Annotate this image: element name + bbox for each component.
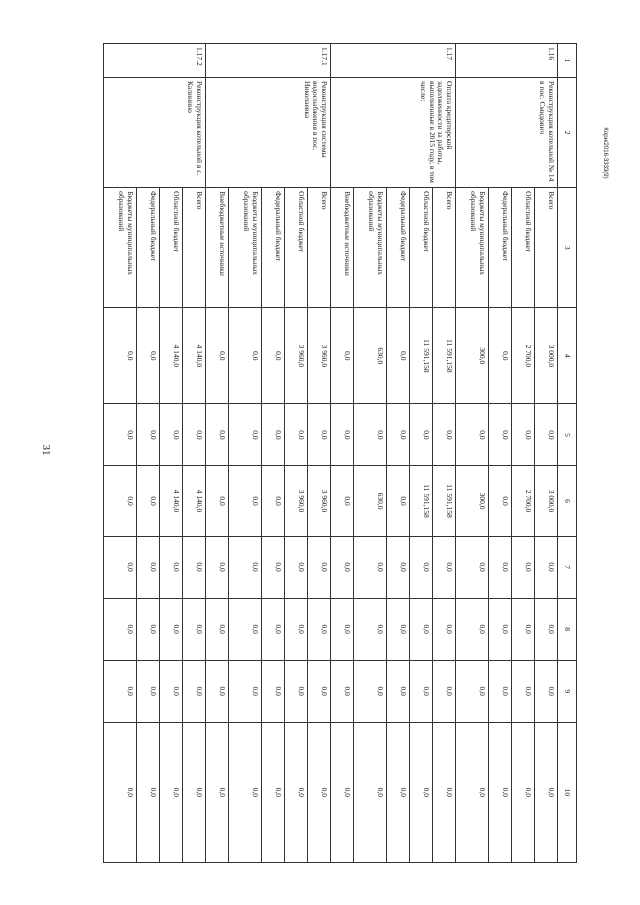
amount-cell: 0,0 [160, 598, 183, 660]
item-name: Реконструкция котельной в с. Калинино [104, 78, 206, 188]
funding-source: Всего [308, 188, 331, 308]
amount-cell: 300,0 [456, 466, 489, 536]
rotated-page [57, 43, 577, 863]
amount-cell: 0,0 [387, 466, 410, 536]
amount-cell: 0,0 [285, 660, 308, 722]
column-header: 7 [558, 536, 577, 598]
amount-cell: 0,0 [489, 536, 512, 598]
amount-cell: 0,0 [206, 308, 229, 404]
amount-cell: 0,0 [137, 404, 160, 466]
amount-cell: 0,0 [183, 722, 206, 862]
amount-cell: 0,0 [410, 536, 433, 598]
amount-cell: 0,0 [387, 404, 410, 466]
column-header: 5 [558, 404, 577, 466]
funding-source: Областной бюджет [285, 188, 308, 308]
item-number: 1.17 [331, 44, 456, 78]
amount-cell: 0,0 [104, 308, 137, 404]
amount-cell: 0,0 [262, 308, 285, 404]
amount-cell: 0,0 [331, 308, 354, 404]
amount-cell: 0,0 [489, 404, 512, 466]
amount-cell: 0,0 [433, 536, 456, 598]
amount-cell: 0,0 [456, 598, 489, 660]
amount-cell: 0,0 [137, 536, 160, 598]
amount-cell: 11 591,158 [410, 308, 433, 404]
amount-cell: 11 591,158 [433, 466, 456, 536]
amount-cell: 300,0 [456, 308, 489, 404]
amount-cell: 0,0 [331, 404, 354, 466]
amount-cell: 0,0 [229, 722, 262, 862]
amount-cell: 0,0 [535, 722, 558, 862]
funding-source: Областной бюджет [160, 188, 183, 308]
item-number: 1.17.2 [104, 44, 206, 78]
table-row [183, 44, 206, 863]
amount-cell: 0,0 [308, 536, 331, 598]
amount-cell: 0,0 [387, 308, 410, 404]
amount-cell: 0,0 [331, 536, 354, 598]
amount-cell: 0,0 [331, 598, 354, 660]
amount-cell: 2 700,0 [512, 308, 535, 404]
amount-cell: 0,0 [262, 536, 285, 598]
amount-cell: 0,0 [410, 660, 433, 722]
amount-cell: 0,0 [387, 660, 410, 722]
item-name: Реконструкция системы водоснабжения в пос. Николаевка [206, 78, 331, 188]
amount-cell: 0,0 [206, 598, 229, 660]
amount-cell: 0,0 [331, 660, 354, 722]
amount-cell: 0,0 [137, 598, 160, 660]
amount-cell: 0,0 [104, 722, 137, 862]
column-header: 6 [558, 466, 577, 536]
item-number: 1.17.1 [206, 44, 331, 78]
amount-cell: 0,0 [354, 404, 387, 466]
amount-cell: 0,0 [331, 466, 354, 536]
amount-cell: 4 140,0 [160, 466, 183, 536]
funding-source: Внебюджетные источники [206, 188, 229, 308]
item-name: Реконструкция котельной № 14 в пос. Смидович [456, 78, 558, 188]
amount-cell: 0,0 [262, 660, 285, 722]
amount-cell: 11 591,158 [410, 466, 433, 536]
amount-cell: 0,0 [206, 536, 229, 598]
budget-table [103, 43, 577, 863]
amount-cell: 0,0 [410, 722, 433, 862]
table-row [433, 44, 456, 863]
amount-cell: 0,0 [104, 598, 137, 660]
amount-cell: 0,0 [137, 722, 160, 862]
amount-cell: 0,0 [456, 660, 489, 722]
amount-cell: 0,0 [535, 536, 558, 598]
amount-cell: 0,0 [206, 404, 229, 466]
amount-cell: 0,0 [456, 722, 489, 862]
amount-cell: 0,0 [229, 466, 262, 536]
amount-cell: 0,0 [206, 660, 229, 722]
amount-cell: 0,0 [206, 722, 229, 862]
table-row [308, 44, 331, 863]
funding-source: Федеральный бюджет [387, 188, 410, 308]
funding-source: Областной бюджет [512, 188, 535, 308]
funding-source: Всего [433, 188, 456, 308]
amount-cell: 0,0 [285, 536, 308, 598]
amount-cell: 0,0 [262, 404, 285, 466]
amount-cell: 0,0 [104, 660, 137, 722]
amount-cell: 0,0 [285, 598, 308, 660]
amount-cell: 0,0 [456, 404, 489, 466]
amount-cell: 0,0 [489, 722, 512, 862]
amount-cell: 0,0 [354, 598, 387, 660]
column-header: 10 [558, 722, 577, 862]
amount-cell: 0,0 [433, 660, 456, 722]
amount-cell: 0,0 [433, 598, 456, 660]
amount-cell: 0,0 [229, 536, 262, 598]
column-header: 3 [558, 188, 577, 308]
funding-source: Бюджеты муниципальных образований [229, 188, 262, 308]
amount-cell: 0,0 [489, 598, 512, 660]
amount-cell: 0,0 [433, 722, 456, 862]
amount-cell: 0,0 [285, 404, 308, 466]
amount-cell: 630,0 [354, 308, 387, 404]
amount-cell: 2 700,0 [512, 466, 535, 536]
funding-source: Бюджеты муниципальных образований [104, 188, 137, 308]
amount-cell: 0,0 [308, 660, 331, 722]
funding-source: Бюджеты муниципальных образований [456, 188, 489, 308]
amount-cell: 0,0 [387, 722, 410, 862]
amount-cell: 11 591,158 [433, 308, 456, 404]
amount-cell: 0,0 [512, 722, 535, 862]
amount-cell: 0,0 [512, 598, 535, 660]
amount-cell: 0,0 [387, 536, 410, 598]
amount-cell: 0,0 [285, 722, 308, 862]
amount-cell: 3 960,0 [308, 308, 331, 404]
amount-cell: 630,0 [354, 466, 387, 536]
amount-cell: 0,0 [387, 598, 410, 660]
amount-cell: 0,0 [183, 598, 206, 660]
amount-cell: 0,0 [137, 660, 160, 722]
amount-cell: 0,0 [229, 598, 262, 660]
amount-cell: 0,0 [512, 660, 535, 722]
amount-cell: 0,0 [354, 722, 387, 862]
column-header: 8 [558, 598, 577, 660]
amount-cell: 0,0 [456, 536, 489, 598]
amount-cell: 4 140,0 [183, 308, 206, 404]
amount-cell: 0,0 [262, 466, 285, 536]
amount-cell: 0,0 [535, 660, 558, 722]
amount-cell: 0,0 [229, 404, 262, 466]
column-header: 9 [558, 660, 577, 722]
amount-cell: 0,0 [489, 660, 512, 722]
amount-cell: 0,0 [104, 466, 137, 536]
amount-cell: 0,0 [160, 536, 183, 598]
funding-source: Внебюджетные источники [331, 188, 354, 308]
amount-cell: 0,0 [160, 722, 183, 862]
amount-cell: 0,0 [183, 404, 206, 466]
column-header: 1 [558, 44, 577, 78]
table-row [535, 44, 558, 863]
amount-cell: 0,0 [489, 466, 512, 536]
amount-cell: 0,0 [354, 536, 387, 598]
amount-cell: 0,0 [137, 466, 160, 536]
amount-cell: 3 960,0 [308, 466, 331, 536]
funding-source: Всего [535, 188, 558, 308]
amount-cell: 4 140,0 [183, 466, 206, 536]
amount-cell: 0,0 [137, 308, 160, 404]
amount-cell: 0,0 [410, 404, 433, 466]
page-number: 31 [40, 444, 52, 456]
funding-source: Всего [183, 188, 206, 308]
amount-cell: 0,0 [308, 722, 331, 862]
amount-cell: 3 000,0 [535, 308, 558, 404]
amount-cell: 0,0 [308, 598, 331, 660]
amount-cell: 0,0 [308, 404, 331, 466]
funding-source: Федеральный бюджет [137, 188, 160, 308]
amount-cell: 0,0 [183, 536, 206, 598]
amount-cell: 0,0 [331, 722, 354, 862]
amount-cell: 0,0 [535, 598, 558, 660]
amount-cell: 0,0 [206, 466, 229, 536]
amount-cell: 0,0 [229, 660, 262, 722]
item-name: Оплата кредиторской задолженности за работы, выполненные в 2015 году, в том числе: [331, 78, 456, 188]
amount-cell: 0,0 [183, 660, 206, 722]
document-code: Корн/2016-3333(9) [602, 127, 608, 179]
amount-cell: 4 140,0 [160, 308, 183, 404]
amount-cell: 0,0 [160, 404, 183, 466]
table-body [104, 44, 558, 863]
amount-cell: 0,0 [489, 308, 512, 404]
amount-cell: 0,0 [262, 722, 285, 862]
amount-cell: 0,0 [535, 404, 558, 466]
header-row [558, 44, 577, 863]
amount-cell: 0,0 [160, 660, 183, 722]
funding-source: Федеральный бюджет [262, 188, 285, 308]
amount-cell: 0,0 [410, 598, 433, 660]
funding-source: Федеральный бюджет [489, 188, 512, 308]
amount-cell: 3 960,0 [285, 466, 308, 536]
funding-source: Бюджеты муниципальных образований [354, 188, 387, 308]
funding-source: Областной бюджет [410, 188, 433, 308]
amount-cell: 0,0 [354, 660, 387, 722]
amount-cell: 0,0 [512, 536, 535, 598]
amount-cell: 0,0 [104, 536, 137, 598]
amount-cell: 0,0 [512, 404, 535, 466]
column-header: 2 [558, 78, 577, 188]
amount-cell: 3 960,0 [285, 308, 308, 404]
item-number: 1.16 [456, 44, 558, 78]
column-header: 4 [558, 308, 577, 404]
amount-cell: 0,0 [433, 404, 456, 466]
amount-cell: 0,0 [229, 308, 262, 404]
amount-cell: 0,0 [262, 598, 285, 660]
amount-cell: 0,0 [104, 404, 137, 466]
amount-cell: 3 000,0 [535, 466, 558, 536]
